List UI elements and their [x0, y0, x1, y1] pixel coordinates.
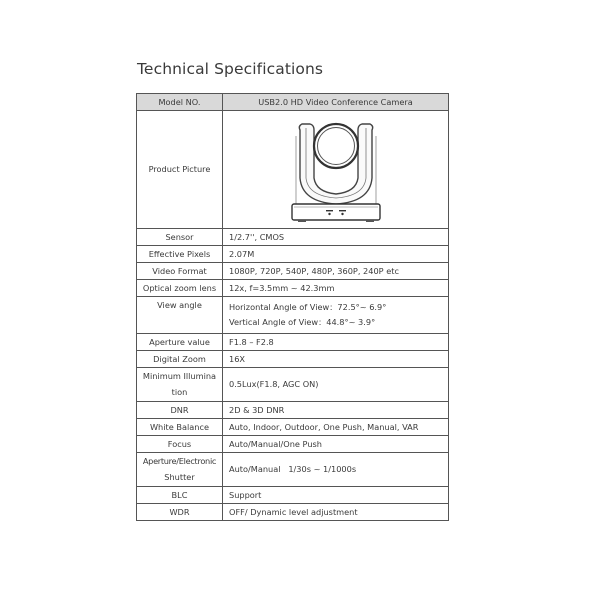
row-value: 2.07M [223, 246, 449, 263]
row-value [223, 297, 449, 334]
row-value: 12x, f=3.5mm ~ 42.3mm [223, 280, 449, 297]
model-no-value: USB2.0 HD Video Conference Camera [223, 94, 449, 111]
table-row-sensor [137, 229, 449, 246]
row-value: 1/2.7'', CMOS [223, 229, 449, 246]
table-row-optical-zoom [137, 280, 449, 297]
table-row-focus [137, 436, 449, 453]
table-row-video-format [137, 263, 449, 280]
row-label: Optical zoom lens [137, 280, 223, 297]
row-value: Auto, Indoor, Outdoor, One Push, Manual, VAR [223, 419, 449, 436]
table-row-dnr [137, 402, 449, 419]
row-value: OFF/ Dynamic level adjustment [223, 504, 449, 521]
table-header-row [137, 94, 449, 111]
row-label [137, 368, 223, 402]
vertical-angle-text: Vertical Angle of View：44.8°~ 3.9° [229, 317, 376, 327]
row-label: View angle [137, 297, 223, 334]
row-value: 2D & 3D DNR [223, 402, 449, 419]
row-value: 1080P, 720P, 540P, 480P, 360P, 240P etc [223, 263, 449, 280]
table-row-product-picture [137, 111, 449, 229]
row-label [137, 453, 223, 487]
table-row-white-balance [137, 419, 449, 436]
table-row-wdr [137, 504, 449, 521]
table-row-view-angle [137, 297, 449, 334]
label-line: tion [171, 387, 188, 397]
label-line: Aperture/Electronic [142, 456, 217, 466]
camera-image-icon [286, 116, 386, 224]
label-line: Minimum Illumina [142, 371, 217, 381]
row-label: Digital Zoom [137, 351, 223, 368]
spec-table [136, 93, 449, 521]
table-row-aperture-value [137, 334, 449, 351]
row-label: Aperture value [137, 334, 223, 351]
row-value: Support [223, 487, 449, 504]
label-line: Shutter [164, 472, 195, 482]
product-picture-label: Product Picture [137, 111, 223, 229]
table-row-minimum-illumination [137, 368, 449, 402]
row-label: Focus [137, 436, 223, 453]
row-label: White Balance [137, 419, 223, 436]
row-label: Effective Pixels [137, 246, 223, 263]
table-row-blc [137, 487, 449, 504]
row-label: DNR [137, 402, 223, 419]
document-title: Technical Specifications [137, 60, 324, 78]
row-value: Auto/Manual/One Push [223, 436, 449, 453]
row-label: WDR [137, 504, 223, 521]
row-label: Sensor [137, 229, 223, 246]
product-picture-cell [223, 111, 449, 229]
row-value: Auto/Manual 1/30s ~ 1/1000s [223, 453, 449, 487]
table-row-effective-pixels [137, 246, 449, 263]
model-no-label: Model NO. [137, 94, 223, 111]
row-value: 16X [223, 351, 449, 368]
row-label: BLC [137, 487, 223, 504]
row-value: 0.5Lux(F1.8, AGC ON) [223, 368, 449, 402]
horizontal-angle-text: Horizontal Angle of View：72.5°~ 6.9° [229, 302, 387, 312]
table-row-digital-zoom [137, 351, 449, 368]
row-value: F1.8 – F2.8 [223, 334, 449, 351]
table-row-shutter [137, 453, 449, 487]
row-label: Video Format [137, 263, 223, 280]
